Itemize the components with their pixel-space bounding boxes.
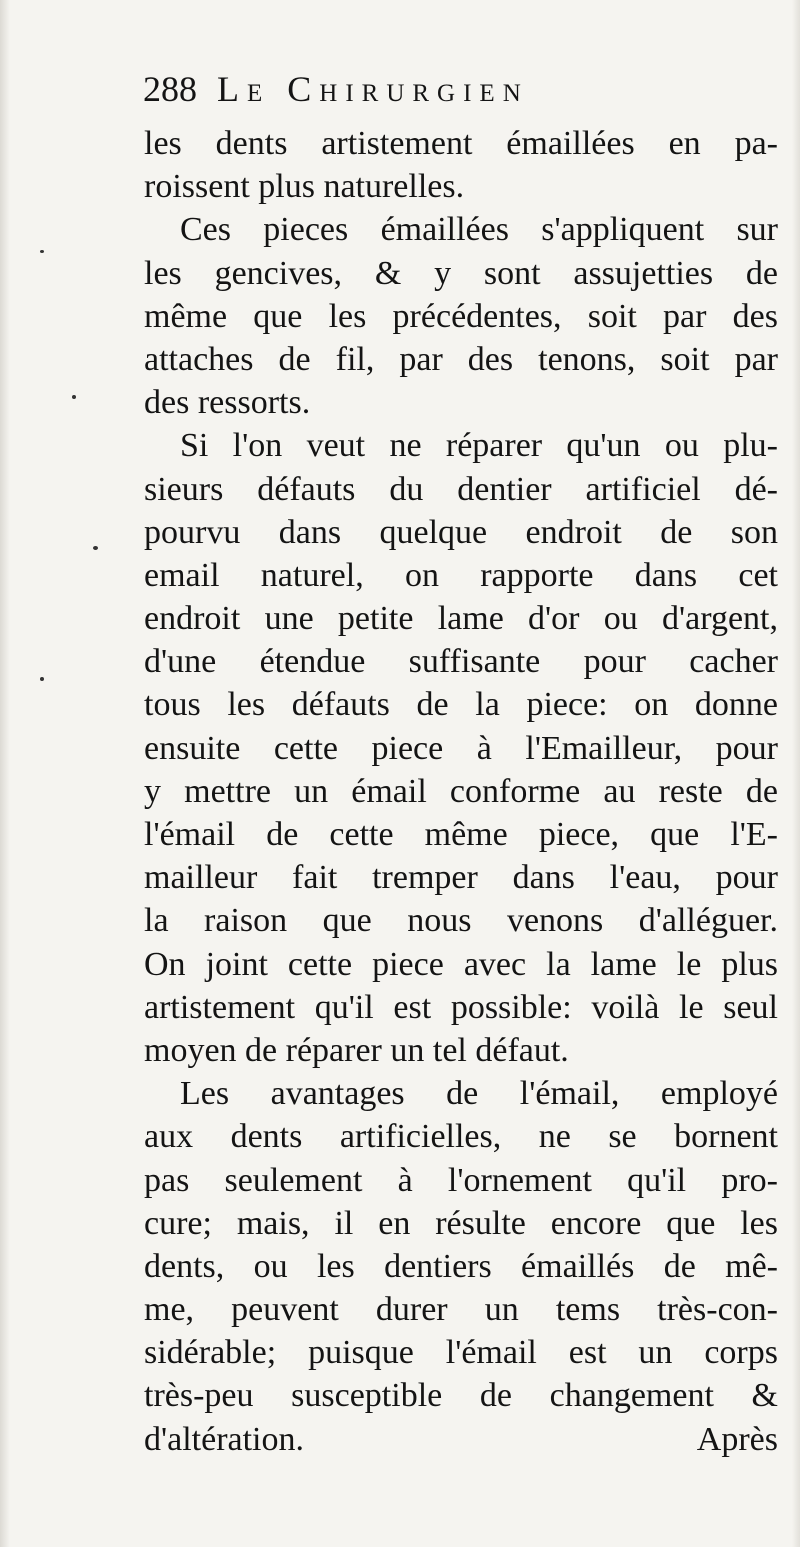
ink-speck xyxy=(40,250,44,253)
text-line: Les avantages de l'émail, employé xyxy=(180,1075,778,1113)
text-line: sieurs défauts du dentier artificiel dé- xyxy=(144,470,778,508)
running-title: Le Chirurgien xyxy=(217,69,529,109)
ink-speck xyxy=(40,677,44,681)
text-line: pas seulement à l'ornement qu'il pro- xyxy=(144,1161,778,1199)
text-line: sidérable; puisque l'émail est un corps xyxy=(144,1334,778,1372)
ink-speck xyxy=(93,546,98,550)
text-line: des ressorts. xyxy=(144,384,311,422)
text-line: très-peu susceptible de changement & xyxy=(144,1377,778,1415)
text-line: Ces pieces émaillées s'appliquent sur xyxy=(180,211,778,249)
text-line: pourvu dans quelque endroit de son xyxy=(144,513,778,551)
final-line xyxy=(144,1418,778,1461)
text-line: tous les défauts de la piece: on donne xyxy=(144,686,778,724)
text-line: même que les précédentes, soit par des xyxy=(144,297,778,335)
catchword: Après xyxy=(696,1420,778,1458)
text-line: email naturel, on rapporte dans cet xyxy=(144,556,778,594)
page-binding-shadow xyxy=(0,0,10,1547)
text-line: cure; mais, il en résulte encore que les xyxy=(144,1204,778,1242)
text-line: la raison que nous venons d'alléguer. xyxy=(144,902,778,940)
text-line: Si l'on veut ne réparer qu'un ou plu- xyxy=(180,427,778,465)
text-line: me, peuvent durer un tems très-con- xyxy=(144,1291,778,1329)
text-line: les dents artistement émaillées en pa- xyxy=(144,125,778,162)
text-line: d'altération. xyxy=(144,1420,305,1458)
text-line: endroit une petite lame d'or ou d'argent, xyxy=(144,600,778,638)
text-line: moyen de réparer un tel défaut. xyxy=(144,1031,569,1069)
text-line: d'une étendue suffisante pour cacher xyxy=(144,643,778,681)
text-line: mailleur fait tremper dans l'eau, pour xyxy=(144,859,778,897)
text-line: roissent plus naturelles. xyxy=(144,168,465,206)
text-line: On joint cette piece avec la lame le plus xyxy=(144,945,778,983)
text-block xyxy=(144,122,778,1461)
text-line: y mettre un émail conforme au reste de xyxy=(144,772,778,810)
page-number: 288 xyxy=(143,69,197,109)
running-head xyxy=(143,64,783,114)
text-line: ensuite cette piece à l'Emailleur, pour xyxy=(144,729,778,767)
text-line: attaches de fil, par des tenons, soit par xyxy=(144,340,778,378)
text-line: aux dents artificielles, ne se bornent xyxy=(144,1118,778,1156)
text-line: artistement qu'il est possible: voilà le seul xyxy=(144,988,778,1026)
text-line: dents, ou les dentiers émaillés de mê- xyxy=(144,1247,778,1285)
text-line: les gencives, & y sont assujetties de xyxy=(144,254,778,292)
page-edge-shadow xyxy=(792,0,800,1547)
text-line: l'émail de cette même piece, que l'E- xyxy=(144,816,778,853)
ink-speck xyxy=(72,395,76,399)
